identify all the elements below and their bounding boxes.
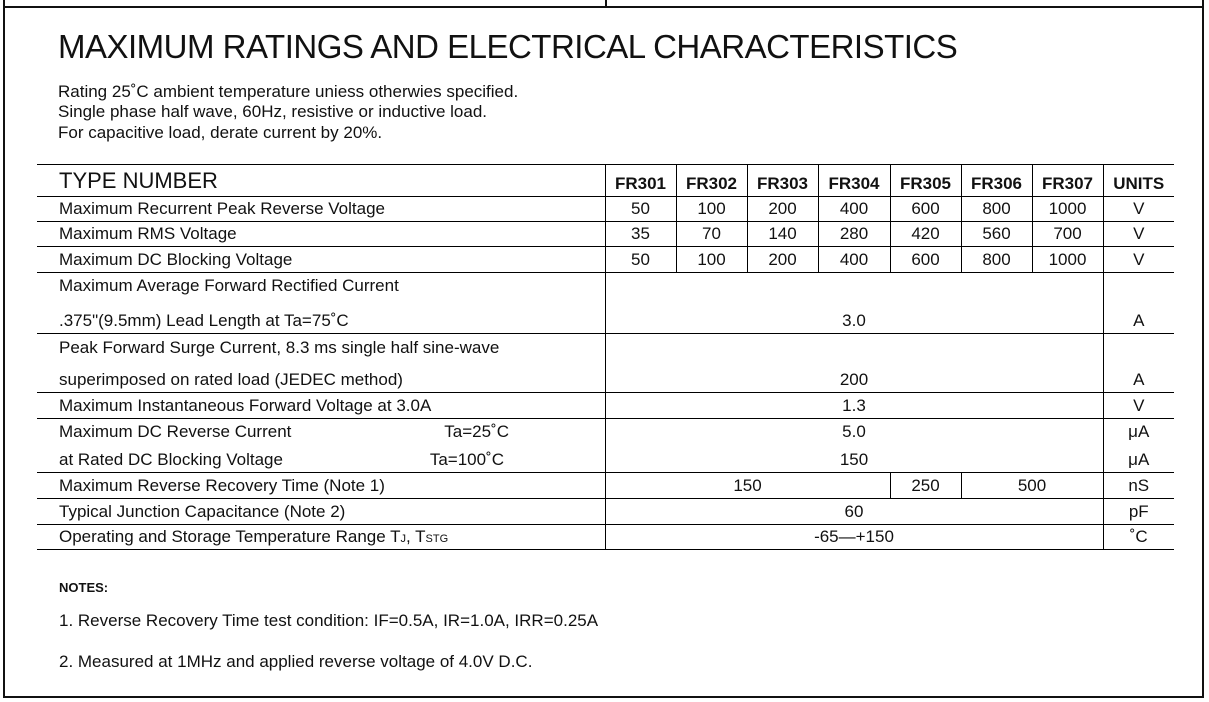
table-row (37, 444, 1174, 473)
model-header: FR307 (1032, 165, 1103, 197)
value-cell: 400 (818, 247, 890, 273)
table-row (37, 298, 1174, 334)
table-row (37, 273, 1174, 298)
table-row (37, 525, 1174, 550)
table-row (37, 499, 1174, 525)
param-label: Maximum Reverse Recovery Time (Note 1) (37, 473, 605, 499)
param-label: Maximum RMS Voltage (37, 222, 605, 247)
param-label: Operating and Storage Temperature Range TJ, TSTG (37, 525, 605, 550)
table-row (37, 334, 1174, 360)
unit-cell: A (1103, 360, 1174, 393)
value-cell: 420 (890, 222, 961, 247)
value-cell: 50 (605, 247, 676, 273)
unit-cell: V (1103, 197, 1174, 222)
model-header: FR305 (890, 165, 961, 197)
model-header: FR301 (605, 165, 676, 197)
value-cell: 200 (747, 247, 818, 273)
value-cell: 1000 (1032, 197, 1103, 222)
param-label: .375"(9.5mm) Lead Length at Ta=75˚C (37, 298, 605, 334)
unit-cell: V (1103, 222, 1174, 247)
condition-label: Ta=25˚C (444, 421, 509, 441)
param-label: Peak Forward Surge Current, 8.3 ms single half sine-wave (59, 337, 500, 357)
table-row (37, 393, 1174, 419)
page-title: MAXIMUM RATINGS AND ELECTRICAL CHARACTERISTICS (58, 28, 958, 65)
value-cell: 800 (961, 247, 1032, 273)
value-cell: 1.3 (605, 393, 1103, 419)
param-label: Typical Junction Capacitance (Note 2) (37, 499, 605, 525)
value-cell: 560 (961, 222, 1032, 247)
unit-cell: V (1103, 393, 1174, 419)
value-cell: 50 (605, 197, 676, 222)
param-label: Maximum DC Blocking Voltage (37, 247, 605, 273)
value-cell: 1000 (1032, 247, 1103, 273)
top-divider (605, 0, 607, 8)
value-cell: 100 (676, 197, 747, 222)
header-row (37, 165, 1174, 197)
units-header: UNITS (1103, 165, 1174, 197)
unit-cell: pF (1103, 499, 1174, 525)
value-cell: 3.0 (605, 298, 1103, 334)
param-label: Maximum DC Reverse Current (59, 421, 292, 441)
value-cell: 100 (676, 247, 747, 273)
table-row (37, 473, 1174, 499)
value-cell: 250 (890, 473, 961, 499)
value-cell: 150 (605, 444, 1103, 473)
value-cell: 200 (747, 197, 818, 222)
value-cell: 60 (605, 499, 1103, 525)
param-label: Maximum Average Forward Rectified Current (59, 275, 399, 295)
model-header: FR303 (747, 165, 818, 197)
note-item: 1. Reverse Recovery Time test condition: IF=0.5A, IR=1.0A, IRR=0.25A (59, 611, 599, 630)
value-cell: 700 (1032, 222, 1103, 247)
notes-heading: NOTES: (59, 580, 109, 595)
table-row (37, 222, 1174, 247)
param-label: at Rated DC Blocking Voltage (59, 450, 283, 469)
condition-line: For capacitive load, derate current by 20%. (58, 123, 383, 142)
value-cell: 280 (818, 222, 890, 247)
value-cell: -65—+150 (605, 525, 1103, 550)
unit-cell: nS (1103, 473, 1174, 499)
value-cell: 600 (890, 247, 961, 273)
unit-cell: μA (1103, 419, 1174, 444)
table-row (37, 197, 1174, 222)
param-label: Maximum Recurrent Peak Reverse Voltage (37, 197, 605, 222)
table-row (37, 419, 1174, 444)
model-header: FR304 (818, 165, 890, 197)
top-rule (3, 6, 1204, 8)
value-cell: 70 (676, 222, 747, 247)
value-cell: 35 (605, 222, 676, 247)
table-row (37, 247, 1174, 273)
condition-line: Rating 25˚C ambient temperature uniess otherwies specified. (58, 82, 519, 101)
value-cell: 800 (961, 197, 1032, 222)
unit-cell: A (1103, 298, 1174, 334)
value-cell: 5.0 (605, 419, 1103, 444)
unit-cell: ˚C (1103, 525, 1174, 550)
param-label: Maximum Instantaneous Forward Voltage at 3.0A (37, 393, 605, 419)
param-label: superimposed on rated load (JEDEC method) (37, 360, 605, 393)
note-item: 2. Measured at 1MHz and applied reverse voltage of 4.0V D.C. (59, 652, 533, 671)
condition-line: Single phase half wave, 60Hz, resistive or inductive load. (58, 102, 488, 121)
value-cell: 140 (747, 222, 818, 247)
model-header: FR302 (676, 165, 747, 197)
unit-cell: μA (1103, 444, 1174, 473)
ratings-table (37, 164, 1174, 550)
model-header: FR306 (961, 165, 1032, 197)
value-cell: 600 (890, 197, 961, 222)
unit-cell: V (1103, 247, 1174, 273)
value-cell: 200 (605, 360, 1103, 393)
condition-label: Ta=100˚C (429, 450, 504, 469)
value-cell: 400 (818, 197, 890, 222)
value-cell: 500 (961, 473, 1103, 499)
table-row (37, 360, 1174, 393)
type-number-label: TYPE NUMBER (37, 165, 605, 197)
value-cell: 150 (605, 473, 890, 499)
